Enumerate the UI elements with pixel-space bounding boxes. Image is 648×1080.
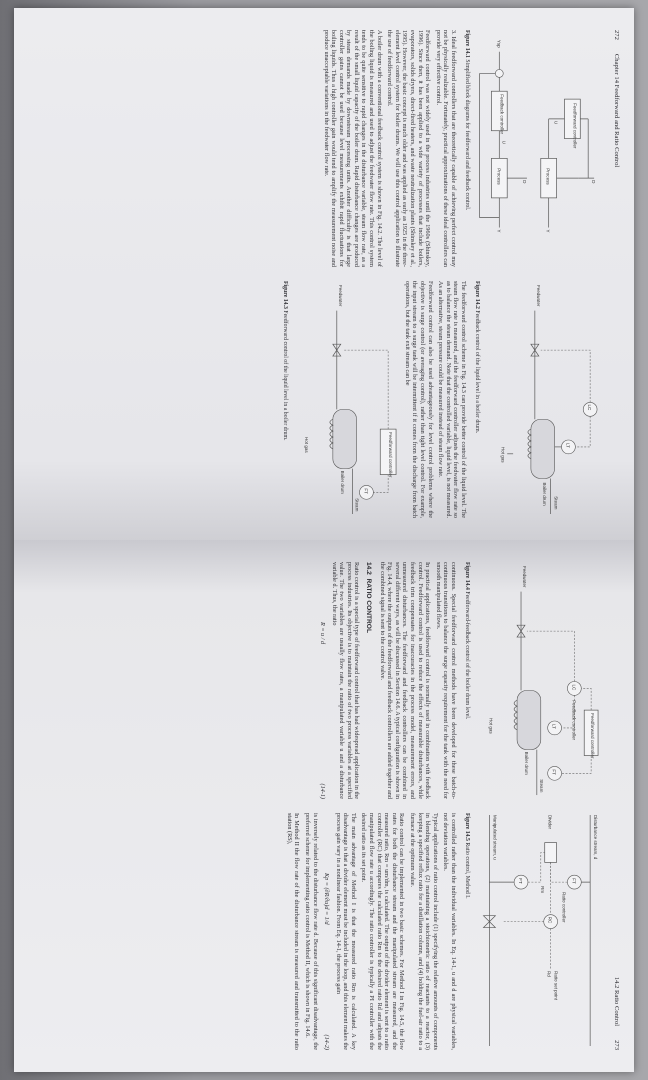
svg-text:Hot gas: Hot gas xyxy=(304,437,310,453)
paragraph: Ratio control is a special type of feedforward control that has had widespread application in the process industries. Its objective is to maintain the ratio of two process variables at a specified value. The two variables are usually flow rates, a manipulated variable u and a disturbance variable d. Thus, the ratio xyxy=(330,562,361,799)
svg-text:RC: RC xyxy=(548,916,554,924)
paragraph: Feedforward control can also be used advantageously for level control problems where the objective is surge control (or averaging control), rather than tight level control. For example, the input stream to a surge tank will be intermittent if it comes from the discharge from batch operations, but the tank exit stream can be xyxy=(403,281,434,518)
svg-text:Ratio set point: Ratio set point xyxy=(554,971,560,1000)
svg-text:Feedwater: Feedwater xyxy=(522,565,528,588)
svg-text:Boiler drum: Boiler drum xyxy=(339,470,345,494)
svg-text:Process: Process xyxy=(546,168,552,185)
figure-14-3-diagram xyxy=(292,281,401,518)
paragraph: The main advantage of Method I is that the measured ratio Rm is calculated. A key disadvantage is that a divider element must be included in the loop, and this element makes the process gain vary in a nonlinear fashion. From Eq. 14-1, the process gain xyxy=(334,813,357,1050)
svg-text:Divider: Divider xyxy=(548,814,554,830)
svg-text:Disturbance stream, d: Disturbance stream, d xyxy=(593,814,599,860)
svg-text:Hot gas: Hot gas xyxy=(488,718,494,734)
figure-14-5-caption: Figure 14.5 Ratio control, Method I. xyxy=(464,813,471,899)
figure-14-2-caption: Figure 14.2 Feedback control of the liquid level in a boiler drum. xyxy=(473,281,480,434)
paragraph: Typical applications of ratio control include (1) specifying the relative amounts of components in blending operations, (2) maintaining a stoichiometric ratio of reactants to a reactor, (3) keeping a specified reflux ratio for a distillation column, and (4) holding the fuel-air ratio to a furnace at the optimum value. xyxy=(409,813,439,1050)
paragraph: 3. Ideal feedforward controllers that are theoretically capable of achieving perfect control may not be physically realizable. Fortunately, practical approximations of these ideal controllers can provide very effective control. xyxy=(434,30,458,267)
section-heading: 14.2 RATIO CONTROL xyxy=(365,562,373,633)
svg-text:FT: FT xyxy=(571,878,577,884)
svg-text:Feedforward controller: Feedforward controller xyxy=(590,713,596,759)
svg-text:LT: LT xyxy=(552,723,558,729)
svg-text:Feedforward controller: Feedforward controller xyxy=(572,103,578,149)
figure-14-4 xyxy=(474,562,602,799)
paragraph: Ratio control can be implemented in two basic schemes. For Method I in Fig. 14.5, the flow rates for both the disturbance stream and the manipulated stream are measured, and the measured ratio, Rm = um/dm, is calculated. The output of the divider element is sent to a ratio controller (RC) that compares the calculated ratio Rm to the desired ratio Rd and adjusts the manipulated flow rate u accordingly. The ratio controller is typically a PI controller with the desired ratio as its set point. xyxy=(360,813,406,1050)
svg-text:Hot gas: Hot gas xyxy=(500,446,506,463)
right-running-head xyxy=(612,562,620,1050)
svg-text:FT: FT xyxy=(363,488,369,494)
svg-text:Y: Y xyxy=(496,229,502,233)
right-section-title: 14.2 Ratio Control xyxy=(613,976,620,1027)
figure-14-3-caption: Figure 14.3 Feedforward control of the liquid level in a boiler drum. xyxy=(281,281,288,441)
figure-14-2-diagram xyxy=(484,281,603,518)
paragraph: A boiler drum with a conventional feedback control system is shown in Fig. 14.2. The level of the boiling liquid is measured and used to adjust the feedwater flow rate. This control system tends to be quite sensitive to rapid changes in the disturbance variable, steam flow rate, as a result of the small liquid capacity of the boiler drum. Rapid disturbance changes are produced by steam demands made by downstream processing units. Another difficulty is that large controller gains cannot be used because level measurements exhibit rapid fluctuations for boiling liquids. Thus a high controller gain would tend to amplify the measurement noise and produce unacceptable variations in the feedwater flow rate. xyxy=(322,30,383,267)
svg-text:Feedwater: Feedwater xyxy=(536,284,542,307)
equation-number: (14-1) xyxy=(319,783,327,799)
svg-text:FT: FT xyxy=(552,769,558,775)
left-page xyxy=(14,8,634,540)
left-page-number: 272 xyxy=(613,30,620,40)
svg-text:Steam: Steam xyxy=(554,496,560,510)
equation-number: (14-2) xyxy=(323,1034,331,1050)
left-chapter-title: Chapter 14 Feedforward and Ratio Control xyxy=(613,53,620,168)
left-column-2 xyxy=(275,281,605,518)
figure-14-2 xyxy=(484,281,603,518)
svg-text:Rm: Rm xyxy=(540,886,546,894)
paragraph: is inversely related to the disturbance flow rate d. Because of this significant disadvantage, the preferred scheme for implementing ratio control is Method II, which is shown in Fig. 14.6. xyxy=(303,813,319,1050)
svg-text:LC: LC xyxy=(571,684,577,691)
svg-text:Feedforward controller: Feedforward controller xyxy=(388,432,394,478)
svg-text:Manipulated stream, u: Manipulated stream, u xyxy=(492,814,498,860)
textbook-spread xyxy=(14,8,634,1072)
paragraph: In practical applications, feedforward control is normally used in combination with feedback control. Feedforward control is used to reduce the effects of measurable disturbances, while feedback trim compensates for inaccuracies in the process model, measurement errors, and unmeasured disturbances. The feedforward and feedback controllers can be combined in several different ways, as will be discussed in Section 14.6. A typical configuration is shown in Fig. 14.4, where the outputs of the feedforward and feedback controllers are added together and the combined signal is sent to the control valve. xyxy=(378,562,432,799)
svg-text:Process: Process xyxy=(496,168,502,185)
svg-text:Steam: Steam xyxy=(539,779,545,793)
paragraph: The feedforward control scheme in Fig. 14.3 can provide better control of the liquid level. The steam flow rate is measured, and the feedforward controller adjusts the feedwater flow rate so as to balance the steam demand. Note that the controlled variable, liquid level, is not measured. As an alternative, steam pressure could be measured instead of steam flow rate. xyxy=(437,281,467,518)
equation-14-1: R = u / d (14-1) xyxy=(319,622,327,799)
svg-text:Ysp: Ysp xyxy=(496,39,502,48)
svg-text:Y: Y xyxy=(546,229,552,233)
svg-text:Rd: Rd xyxy=(547,971,553,977)
svg-text:Feedback controller: Feedback controller xyxy=(499,94,505,134)
svg-text:D: D xyxy=(591,180,597,184)
right-column-2 xyxy=(282,813,604,1050)
figure-14-3 xyxy=(292,281,401,518)
paragraph: Feedforward control was not widely used in the process industries until the 1960s (Shinskey, 1996). Since then, it has been applied to a wide variety of processes that include boilers, evaporators, solids dryers, direct-fired heaters, and waste neutralization plants (Shinskey et al., 1995). However, the basic concept is much older and was applied as early as 1925 in the three-element level control system for boiler drums. We will use this control application to illustrate the use of feedforward control. xyxy=(386,30,432,267)
left-column-1 xyxy=(275,30,605,267)
figure-14-1-caption: Figure 14.1 Simplified block diagrams for feedforward and feedback control. xyxy=(464,30,471,211)
svg-text:Steam: Steam xyxy=(354,498,360,512)
equation-14-2: Kp = (∂R/∂u)d = 1/d (14-2) xyxy=(323,873,331,1050)
figure-14-1 xyxy=(474,30,602,267)
svg-text:Boiler drum: Boiler drum xyxy=(542,482,548,506)
right-page-number: 273 xyxy=(613,1040,620,1050)
figure-14-5-diagram xyxy=(474,813,602,1050)
svg-text:Feedback controller: Feedback controller xyxy=(571,700,577,741)
svg-text:LT: LT xyxy=(565,442,571,448)
right-column-1 xyxy=(282,562,604,799)
svg-text:Ratio controller: Ratio controller xyxy=(561,892,567,923)
figure-14-4-diagram xyxy=(474,562,602,799)
svg-text:U: U xyxy=(501,140,507,144)
paragraph: continuous. Special feedforward control methods have been developed for these batch-to-continuous transitions to balance the surge capacity requirement for the tank with the need for smooth manipulated flows. xyxy=(434,562,458,799)
figure-14-5 xyxy=(474,813,602,1050)
svg-text:D: D xyxy=(522,180,528,184)
figure-14-4-caption: Figure 14.4 Feedforward-feedback control of the boiler drum level. xyxy=(464,562,471,720)
svg-text:U: U xyxy=(554,120,560,125)
svg-text:Feedwater: Feedwater xyxy=(337,284,343,307)
svg-text:Boiler drum: Boiler drum xyxy=(524,751,530,775)
svg-text:LC: LC xyxy=(587,404,593,411)
figure-14-1-diagram xyxy=(474,30,602,267)
paragraph: is controlled rather than the individual variables. In Eq. 14-1, u and d are physical variables, not deviation variables. xyxy=(442,813,458,1050)
left-running-head xyxy=(612,30,620,518)
paragraph: In Method II the flow rate of the disturbance stream is measured and transmitted to the ratio station (RS), xyxy=(285,813,301,1050)
right-page xyxy=(14,540,634,1072)
svg-text:FT: FT xyxy=(518,878,524,884)
